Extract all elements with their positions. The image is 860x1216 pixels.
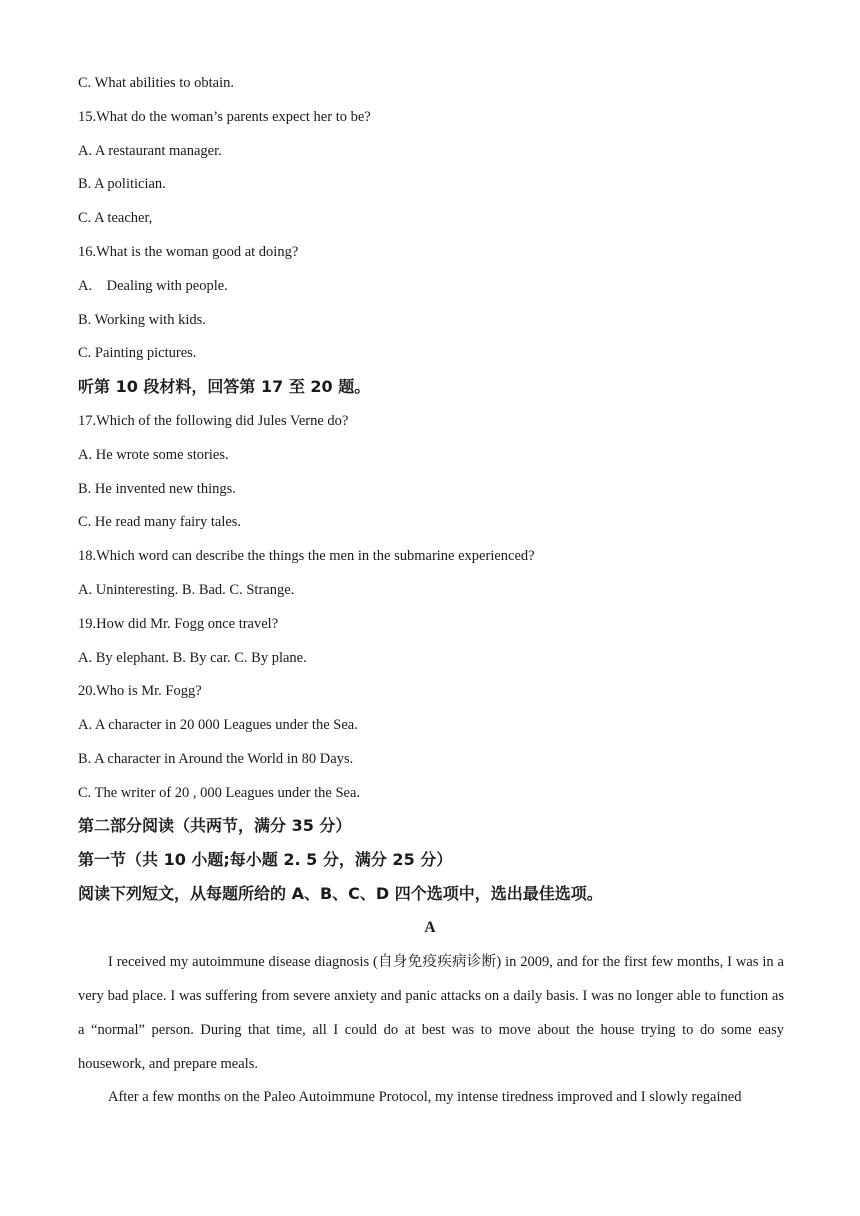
option-16c: C. Painting pictures.	[78, 345, 197, 361]
question-16: 16.What is the woman good at doing?	[78, 244, 299, 260]
reading-instruction: 阅读下列短文，从每题所给的 A、B、C、D 四个选项中，选出最佳选项。	[78, 884, 603, 903]
option-14c: C. What abilities to obtain.	[78, 75, 234, 91]
question-20: 20.Who is Mr. Fogg?	[78, 683, 202, 699]
option-17a: A. He wrote some stories.	[78, 447, 229, 463]
option-16a: A. Dealing with people.	[78, 278, 228, 294]
section-instruction-material-10: 听第 10 段材料，回答第 17 至 20 题。	[78, 377, 371, 396]
option-20c: C. The writer of 20 , 000 Leagues under the Sea.	[78, 785, 360, 801]
question-15: 15.What do the woman’s parents expect her to be?	[78, 109, 371, 125]
option-20a: A. A character in 20 000 Leagues under the Sea.	[78, 717, 358, 733]
part-two-heading: 第二部分阅读（共两节，满分 35 分）	[78, 816, 352, 835]
option-16b: B. Working with kids.	[78, 312, 206, 328]
option-20b: B. A character in Around the World in 80 Days.	[78, 751, 354, 767]
option-15b: B. A politician.	[78, 176, 166, 192]
question-17: 17.Which of the following did Jules Verne do?	[78, 413, 349, 429]
options-19: A. By elephant. B. By car. C. By plane.	[78, 650, 307, 666]
passage-label-a: A	[424, 919, 436, 936]
option-15a: A. A restaurant manager.	[78, 143, 222, 159]
option-15c: C. A teacher,	[78, 210, 153, 226]
option-17b: B. He invented new things.	[78, 481, 236, 497]
option-17c: C. He read many fairy tales.	[78, 514, 242, 530]
question-18: 18.Which word can describe the things the men in the submarine experienced?	[78, 548, 535, 564]
section-one-heading: 第一节（共 10 小题;每小题 2. 5 分，满分 25 分）	[78, 850, 453, 869]
question-19: 19.How did Mr. Fogg once travel?	[78, 616, 279, 632]
passage-paragraph-1: I received my autoimmune disease diagnosis (自身免疫疾病诊断) in 2009, and for the first few months, I was in a very bad place. I was suffering from severe anxiety and panic attacks on a daily basis. I was no longer able to function as a “normal” person. During that time, all I could do at best was to move about the house trying to do some easy housework, and prepare meals.	[78, 954, 784, 1072]
passage-paragraph-2: After a few months on the Paleo Autoimmune Protocol, my intense tiredness improved and I slowly regained	[108, 1089, 742, 1105]
options-18: A. Uninteresting. B. Bad. C. Strange.	[78, 582, 295, 598]
